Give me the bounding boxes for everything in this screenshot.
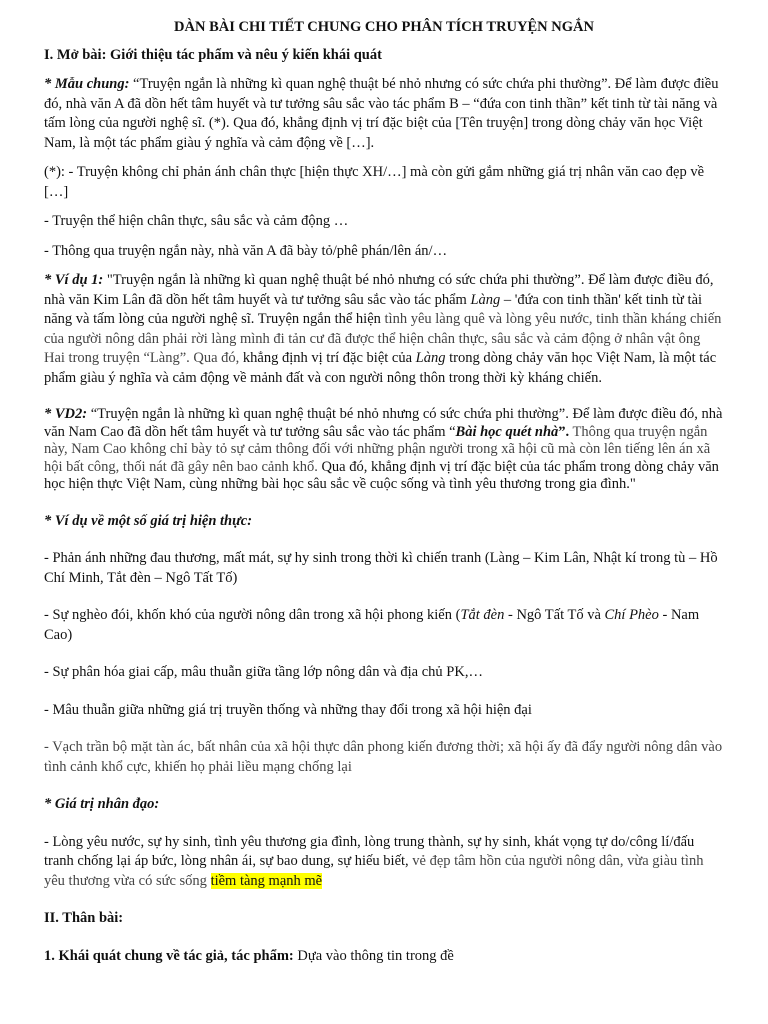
realistic-item-5: - Vạch trần bộ mặt tàn ác, bất nhân của xã hội thực dân phong kiến đương thời; xã hội ấy đã đẩy người nông dân vào tình cảnh khổ cực, khiến họ phải liều mạng chống lại bbox=[44, 739, 723, 775]
sample-text: “Truyện ngắn là những kì quan nghệ thuật bé nhỏ nhưng có sức chứa phi thường”. Để làm được điều đó, nhà văn A đã dồn hết tâm huyết và tư tưởng sâu sắc vào tác phẩm B – “đứa con tinh thần” kết tinh từ tài năng và tấm lòng của người nghệ sĩ. (*). Qua đó, khẳng định vị trí đặc biệt của [Tên truyện] trong dòng chảy văn học Việt Nam, là một tác phẩm giàu ý nghĩa và cảm động về […]. bbox=[44, 76, 719, 151]
example-1-label: * Ví dụ 1: bbox=[44, 272, 104, 288]
example-2-label: * VD2: bbox=[44, 406, 88, 422]
humanitarian-text-a: - Lòng yêu nước, sự hy sinh, tình yêu thương gia đình, lòng trung thành, sự hy sinh, khát vọng tự do/công lí/đấu tranh chống lại áp bức, lòng nhân ái, sự bao dung, sự hiếu biết, bbox=[44, 833, 695, 869]
sample-label: * Mẫu chung: bbox=[44, 76, 130, 92]
poor-work-2: Chí Phèo bbox=[604, 607, 659, 623]
body-heading: II. Thân bài: bbox=[44, 910, 124, 926]
example-2-text-b: Qua đó, khẳng định vị trí đặc biệt của tác phẩm trong dòng chảy văn học hiện thực Việt Nam, cùng những bài học sâu sắc về cuộc sống và tình yêu thương trong gia đình." bbox=[44, 458, 719, 492]
example-2-text-a: “Truyện ngắn là những kì quan nghệ thuật bé nhỏ nhưng có sức chứa phi thường”. Để làm được điều đó, nhà văn Nam Cao đã dồn hết tâm huyết và tư tưởng sâu sắc vào tác phẩm “ bbox=[44, 406, 723, 440]
example-1-text-b: – 'đứa con tinh thần' kết tinh từ tài năng và tấm lòng của người nghệ sĩ. Truyện ngắn thể hiện bbox=[44, 291, 703, 327]
example-2-text-gray: Thông qua truyện ngắn này, Nam Cao không chỉ bày tỏ sự cảm thông đối với những phận người trong xã hội cũ mà còn lên tiếng lên án xã hội bất công, thối nát đã gây nên bao cảnh khổ. bbox=[44, 423, 711, 475]
realistic-item-1: - Phản ánh những đau thương, mất mát, sự hy sinh trong thời kì chiến tranh (Làng – Kim Lân, Nhật kí trong tù – Hồ Chí Minh, Tắt đèn – Ngô Tất Tố) bbox=[44, 550, 718, 586]
note-paragraph: (*): - Truyện không chỉ phản ánh chân thực [hiện thực XH/…] mà còn gửi gắm những giá trị nhân văn cao đẹp về […] bbox=[44, 164, 705, 200]
section-1-label: 1. Khái quát chung về tác giả, tác phẩm: bbox=[44, 947, 294, 964]
example-1-text-c: khẳng định vị trí đặc biệt của bbox=[239, 350, 416, 366]
highlighted-text: tiềm tàng mạnh mẽ bbox=[210, 872, 323, 889]
example-2-quote-end: ”. bbox=[558, 423, 570, 440]
humanitarian-text-b: vẻ đẹp tâm hồn của người nông dân, vừa giàu tình yêu thương vừa có sức sống bbox=[44, 853, 704, 889]
example-1-text-d: trong dòng chảy văn học Việt Nam, là một tác phẩm giàu ý nghĩa và cảm động về mảnh đất và con người nông thôn trong thời kỳ kháng chiến. bbox=[44, 350, 717, 386]
realistic-item-3: - Sự phân hóa giai cấp, mâu thuẫn giữa tầng lớp nông dân và địa chủ PK,… bbox=[44, 664, 483, 680]
example-1-paragraph bbox=[44, 271, 724, 388]
poor-text-a: - Sự nghèo đói, khốn khó của người nông dân trong xã hội phong kiến ( bbox=[44, 607, 461, 623]
example-1-text-a: "Truyện ngắn là những kì quan nghệ thuật bé nhỏ nhưng có sức chứa phi thường”. Để làm được điều đó, nhà văn Kim Lân đã dồn hết tâm huyết và tư tưởng sâu sắc vào tác phẩm bbox=[44, 272, 714, 308]
poor-text-b: - Ngô Tất Tố và bbox=[504, 607, 605, 623]
document-title: DÀN BÀI CHI TIẾT CHUNG CHO PHÂN TÍCH TRUYỆN NGẮN bbox=[174, 19, 594, 35]
section-1-paragraph bbox=[44, 947, 724, 967]
poor-work-1: Tắt đèn bbox=[460, 607, 505, 623]
poor-text-c: - Nam Cao) bbox=[44, 607, 700, 643]
realistic-values-heading: * Ví dụ về một số giá trị hiện thực: bbox=[44, 512, 253, 529]
humanitarian-heading: * Giá trị nhân đạo: bbox=[44, 796, 160, 812]
example-1-work: Làng bbox=[470, 291, 501, 308]
intro-heading: I. Mở bài: Giới thiệu tác phẩm và nêu ý kiến khái quát bbox=[44, 46, 382, 63]
example-2-work: Bài học quét nhà bbox=[455, 423, 559, 440]
sample-paragraph bbox=[44, 75, 724, 153]
humanitarian-item bbox=[44, 833, 724, 892]
bullet-2: - Thông qua truyện ngắn này, nhà văn A đã bày tỏ/phê phán/lên án/… bbox=[44, 242, 448, 259]
example-1-text-gray: tình yêu làng quê và lòng yêu nước, tinh thần kháng chiến của người nông dân phải rời làng mình đi tản cư đã được thể hiện chân thực, sâu sắc và cảm động ở nhân vật ông Hai trong truyện “Làng”. Qua đó, bbox=[44, 311, 722, 366]
bullet-1: - Truyện thể hiện chân thực, sâu sắc và cảm động … bbox=[44, 213, 349, 229]
realistic-item-2 bbox=[44, 606, 724, 645]
example-2-paragraph bbox=[44, 406, 724, 494]
example-1-work-2: Làng bbox=[415, 350, 446, 366]
realistic-item-4: - Mâu thuẫn giữa những giá trị truyền thống và những thay đổi trong xã hội hiện đại bbox=[44, 701, 532, 718]
section-1-text: Dựa vào thông tin trong đề bbox=[293, 947, 454, 964]
